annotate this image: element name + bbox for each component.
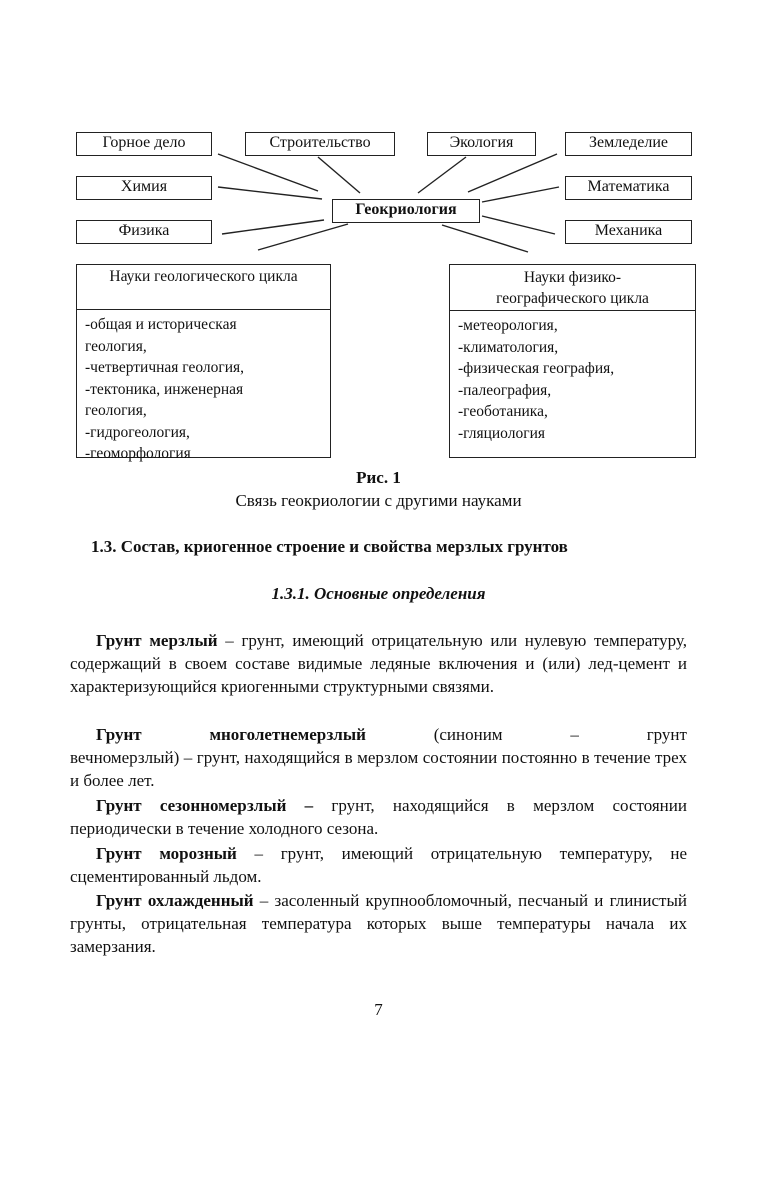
subsection-title: 1.3.1. Основные определения bbox=[271, 584, 486, 603]
list-item: геология, bbox=[85, 337, 147, 355]
box-construction: Строительство bbox=[245, 132, 395, 156]
term: многолетнемерзлый bbox=[209, 725, 366, 744]
physgeo-cycle-list bbox=[450, 311, 695, 448]
science-links-diagram bbox=[0, 0, 757, 470]
term: Грунт морозный bbox=[96, 844, 237, 863]
paragraph-frozen-soil bbox=[70, 629, 687, 699]
paragraph-permafrost bbox=[70, 723, 687, 793]
page-number: 7 bbox=[374, 1000, 383, 1019]
geological-cycle-list bbox=[77, 310, 330, 469]
word: (синоним bbox=[433, 725, 503, 744]
definition: – грунт, имеющий отрицательную или нулевую температуру, содержащий в своем составе видимые ледяные включения и (или) лед-цемент и характеризующийся криогенными структурными связями. bbox=[70, 631, 687, 697]
box-ecology: Экология bbox=[427, 132, 536, 156]
list-item: -общая и историческая bbox=[85, 316, 237, 333]
list-item: -климатология, bbox=[458, 338, 559, 356]
list-item: -гляциология bbox=[458, 424, 545, 442]
word: грунт bbox=[646, 725, 687, 744]
term: Грунт сезонномерзлый – bbox=[96, 796, 314, 815]
box-agriculture: Земледелие bbox=[565, 132, 692, 156]
term: Грунт bbox=[96, 725, 142, 744]
word: – bbox=[570, 725, 579, 744]
physgeo-cycle-box bbox=[449, 264, 696, 458]
box-mathematics: Математика bbox=[565, 176, 692, 200]
justified-line bbox=[70, 723, 687, 746]
figure-number: Рис. 1 bbox=[356, 468, 401, 487]
section-title: 1.3. Состав, криогенное строение и свойства мерзлых грунтов bbox=[91, 537, 568, 556]
geological-cycle-box bbox=[76, 264, 331, 462]
list-item: геология, bbox=[85, 402, 147, 419]
definition: – засоленный крупнообломочный, песчаный и глинистый грунты, отрицательная температура которых выше температуры начала их замерзания. bbox=[70, 891, 687, 957]
box-geocryology: Геокриология bbox=[332, 199, 480, 223]
list-item: -четвертичная геология, bbox=[85, 359, 245, 376]
paragraph-frosty bbox=[70, 842, 687, 888]
term: Грунт охлажденный bbox=[96, 891, 254, 910]
term: Грунт мерзлый bbox=[96, 631, 218, 650]
list-item: -метеорология, bbox=[458, 317, 558, 334]
physgeo-title-line2: географического цикла bbox=[496, 290, 649, 307]
physgeo-cycle-title bbox=[450, 265, 695, 311]
definition: грунт, находящийся в мерзлом состоянии периодически в течение холодного сезона. bbox=[70, 796, 687, 839]
list-item: -гидрогеология, bbox=[85, 423, 190, 441]
list-item: -физическая география, bbox=[458, 360, 615, 377]
box-physics: Физика bbox=[76, 220, 212, 244]
paragraph-seasonal-frozen bbox=[70, 794, 687, 840]
list-item: -геоморфология bbox=[85, 445, 191, 462]
list-item: -палеография, bbox=[458, 381, 552, 399]
box-mining: Горное дело bbox=[76, 132, 212, 156]
geological-cycle-title: Науки геологического цикла bbox=[77, 265, 330, 310]
physgeo-title-line1: Науки физико- bbox=[523, 269, 622, 286]
definition: – грунт, имеющий отрицательную температуру, не сцементированный льдом. bbox=[70, 844, 687, 887]
paragraph-cooled bbox=[70, 889, 687, 959]
figure-caption: Связь геокриологии с другими науками bbox=[235, 491, 522, 510]
list-item: -геоботаника, bbox=[458, 403, 548, 420]
box-mechanics: Механика bbox=[565, 220, 692, 244]
box-chemistry: Химия bbox=[76, 176, 212, 200]
definition: вечномерзлый) – грунт, находящийся в мерзлом состоянии постоянно в течение трех и более лет. bbox=[70, 748, 687, 791]
list-item: -тектоника, инженерная bbox=[85, 380, 244, 398]
